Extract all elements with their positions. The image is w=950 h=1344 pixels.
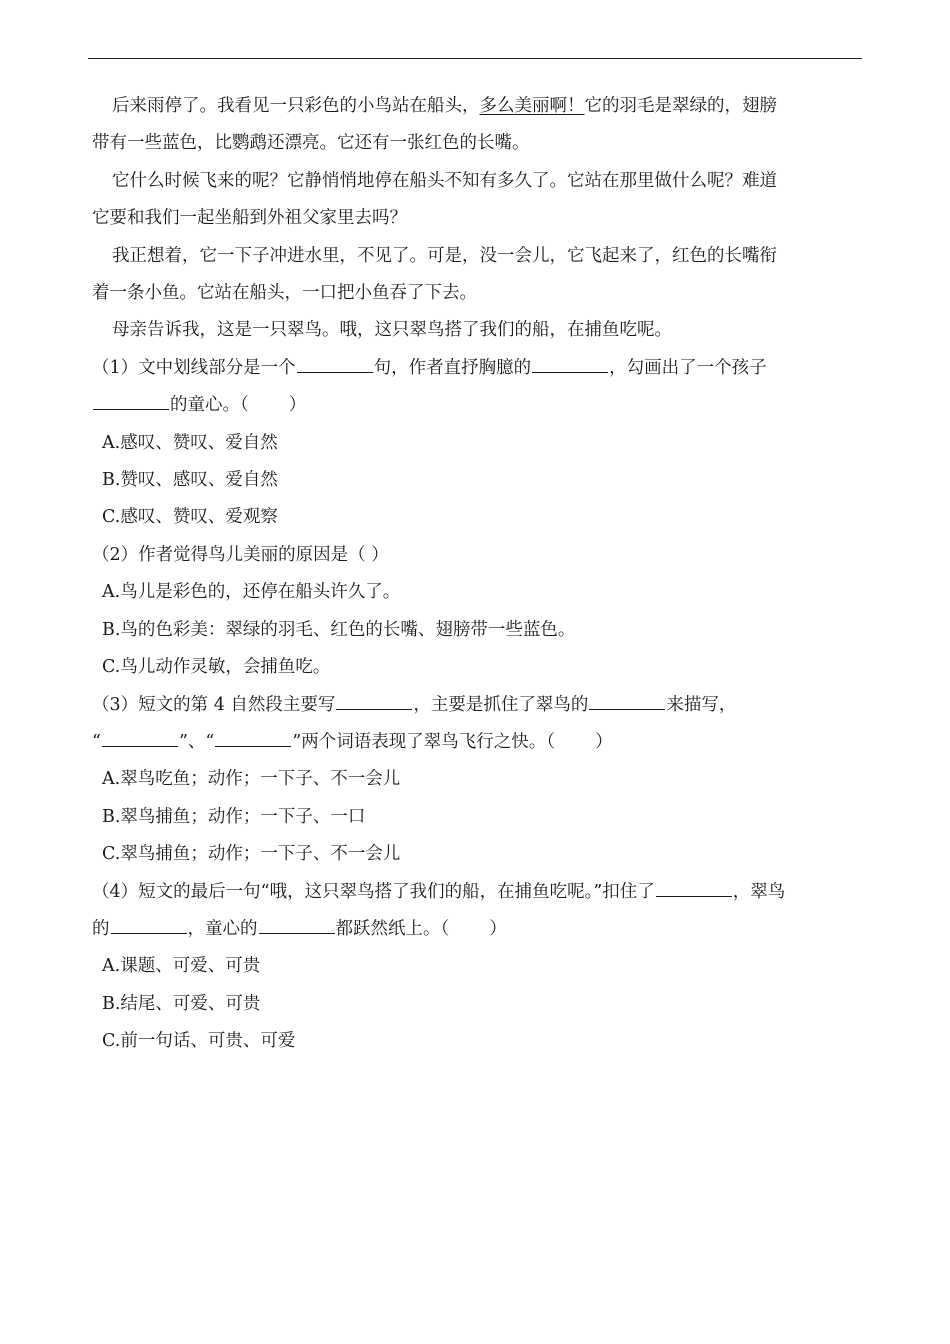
paragraph-1-line-2: 带有一些蓝色，比鹦鹉还漂亮。它还有一张红色的长嘴。: [92, 133, 530, 154]
answer-blank[interactable]: [259, 913, 335, 934]
answer-blank[interactable]: [532, 352, 608, 373]
question-3: [92, 687, 852, 724]
text: ，童心的: [187, 918, 258, 939]
paragraph-2-line-1: 它什么时候飞来的呢？它静悄悄地停在船头不知有多久了。它站在那里做什么呢？难道: [112, 170, 777, 191]
question-1: [92, 350, 852, 387]
answer-blank[interactable]: [336, 689, 412, 710]
answer-blank[interactable]: [93, 389, 169, 410]
option-2c[interactable]: C.鸟儿动作灵敏，会捕鱼吃。: [102, 657, 331, 678]
option-1b[interactable]: B.赞叹、感叹、爱自然: [102, 470, 278, 491]
option-2a[interactable]: A.鸟儿是彩色的，还停在船头许久了。: [102, 582, 401, 603]
answer-blank[interactable]: [656, 876, 732, 897]
option-1a[interactable]: A.感叹、赞叹、爱自然: [102, 432, 278, 453]
text: （4）短文的最后一句“哦，这只翠鸟搭了我们的船，在捕鱼吃呢。”扣住了: [92, 881, 655, 902]
question-4-cont: [92, 911, 852, 948]
text: 的: [92, 918, 110, 939]
text: ）: [288, 395, 307, 416]
text: （1）文中划线部分是一个: [92, 357, 296, 378]
option-3b[interactable]: B.翠鸟捕鱼；动作；一下子、一口: [102, 806, 366, 827]
option-1c[interactable]: C.感叹、赞叹、爱观察: [102, 507, 278, 528]
text: ，翠鸟: [732, 881, 786, 902]
answer-blank[interactable]: [215, 726, 291, 747]
text: 的童心。（: [170, 395, 249, 416]
text: （3）短文的第 4 自然段主要写: [92, 694, 336, 715]
text: 来描写，: [666, 694, 737, 715]
document-content: [92, 88, 852, 1061]
text: ”、“: [178, 731, 215, 752]
header-rule: [88, 58, 862, 59]
option-4a[interactable]: A.课题、可爱、可贵: [102, 956, 261, 977]
text: ”两个词语表现了翠鸟飞行之快。（: [292, 731, 556, 752]
text: 后来雨停了。我看见一只彩色的小鸟站在船头，: [112, 96, 480, 116]
question-2: （2）作者觉得鸟儿美丽的原因是（ ）: [92, 544, 389, 565]
text: ）: [595, 731, 613, 752]
question-4: [92, 874, 852, 911]
text: 它的羽毛是翠绿的，翅膀: [584, 96, 777, 116]
question-1-cont: [92, 387, 852, 424]
answer-blank[interactable]: [297, 352, 373, 373]
text: ，勾画出了一个孩子: [609, 357, 767, 378]
text: ，主要是抓住了翠鸟的: [413, 694, 589, 715]
underlined-sentence: 多么美丽啊！: [479, 96, 585, 116]
paragraph-3-line-1: 我正想着，它一下子冲进水里，不见了。可是，没一会儿，它飞起来了，红色的长嘴衔: [112, 245, 777, 266]
paragraph-1-line-1: [92, 88, 852, 125]
question-3-cont: [92, 724, 852, 761]
option-4c[interactable]: C.前一句话、可贵、可爱: [102, 1031, 296, 1052]
option-3a[interactable]: A.翠鸟吃鱼；动作；一下子、不一会儿: [102, 769, 401, 790]
text: 句，作者直抒胸臆的: [373, 357, 532, 378]
option-4b[interactable]: B.结尾、可爱、可贵: [102, 993, 261, 1014]
answer-blank[interactable]: [589, 689, 665, 710]
paragraph-2-line-2: 它要和我们一起坐船到外祖父家里去吗？: [92, 208, 407, 229]
text: 都跃然纸上。（: [335, 918, 450, 939]
option-2b[interactable]: B.鸟的色彩美：翠绿的羽毛、红色的长嘴、翅膀带一些蓝色。: [102, 619, 576, 640]
text: “: [92, 731, 101, 752]
text: ）: [489, 918, 507, 939]
paragraph-3-line-2: 着一条小鱼。它站在船头，一口把小鱼吞了下去。: [92, 283, 477, 304]
answer-blank[interactable]: [102, 726, 178, 747]
answer-blank[interactable]: [111, 913, 187, 934]
option-3c[interactable]: C.翠鸟捕鱼；动作；一下子、不一会儿: [102, 844, 401, 865]
paragraph-4-line-1: 母亲告诉我，这是一只翠鸟。哦，这只翠鸟搭了我们的船，在捕鱼吃呢。: [112, 320, 672, 341]
